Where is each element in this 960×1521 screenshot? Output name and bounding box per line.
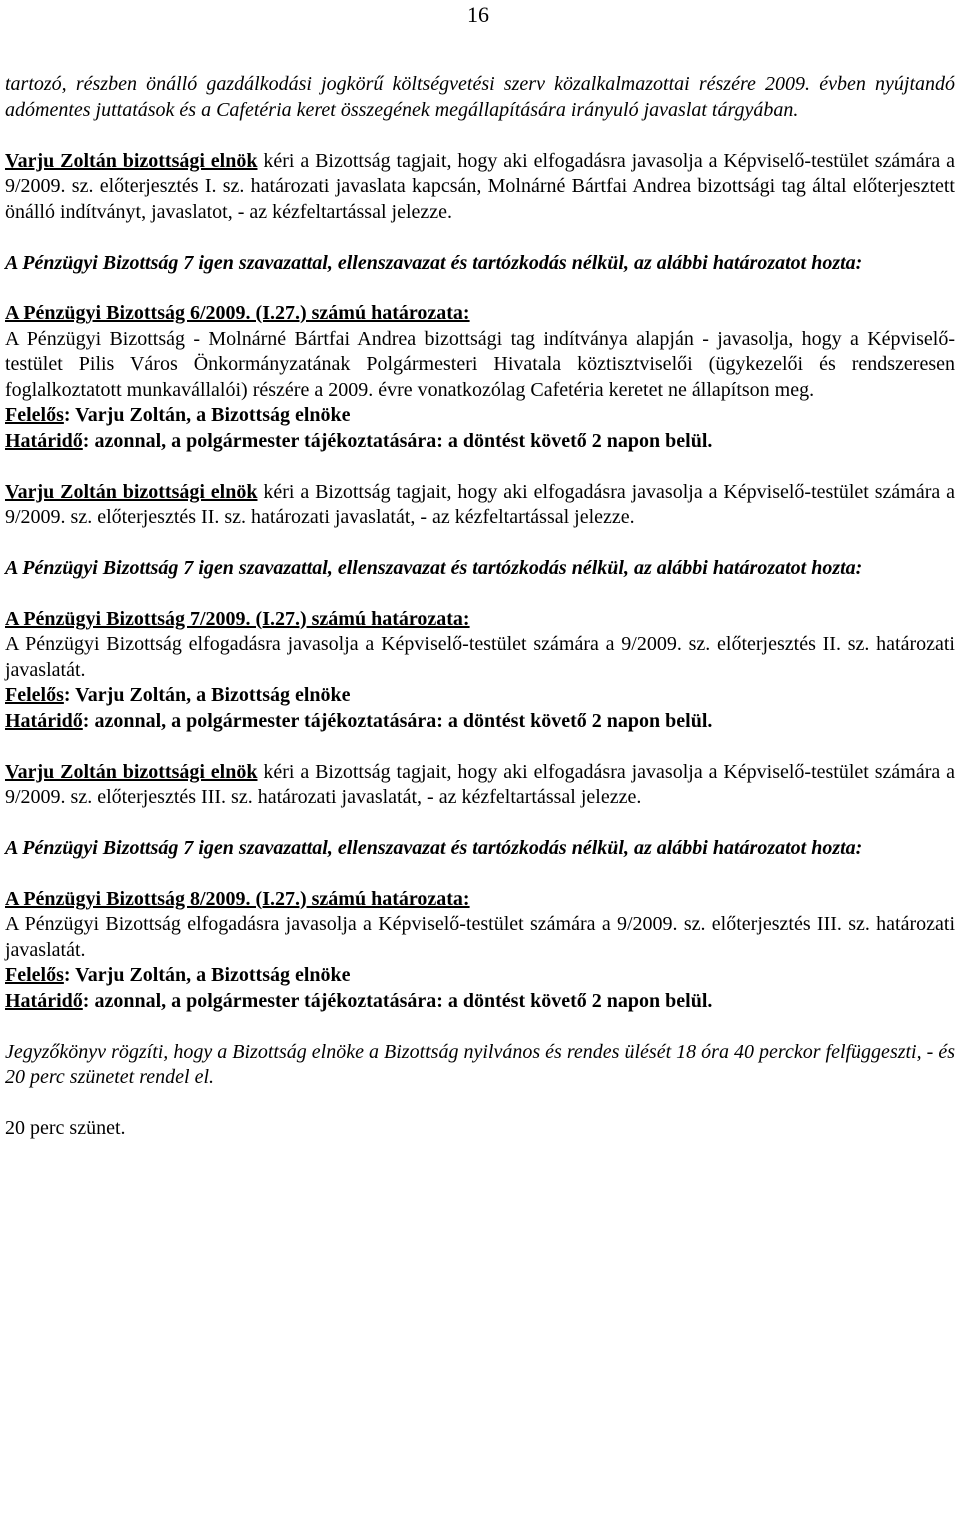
deadline-line	[5, 709, 955, 735]
resolution-title: A Pénzügyi Bizottság 6/2009. (I.27.) számú határozata:	[5, 302, 470, 324]
document-body	[5, 72, 955, 1142]
chair-request-paragraph	[5, 760, 955, 811]
vote-statement: A Pénzügyi Bizottság 7 igen szavazattal, ellenszavazat és tartózkodás nélkül, az alábbi határozatot hozta:	[5, 557, 863, 579]
vote-statement: A Pénzügyi Bizottság 7 igen szavazattal, ellenszavazat és tartózkodás nélkül, az alábbi határozatot hozta:	[5, 837, 863, 859]
deadline-value: : azonnal, a polgármester tájékoztatására: a döntést követő 2 napon belül.	[82, 989, 713, 1012]
responsible-line	[5, 403, 955, 429]
responsible-label: Felelős	[5, 964, 64, 986]
chair-request-text: kéri a Bizottság tagjait, hogy aki elfogadásra javasolja a Képviselő-testület számára a 9/2009. sz. előterjesztés III. sz. határozati javaslatát, - az kézfeltartással jelezze.	[5, 760, 955, 808]
vote-statement: A Pénzügyi Bizottság 7 igen szavazattal, ellenszavazat és tartózkodás nélkül, az alábbi határozatot hozta:	[5, 251, 863, 274]
chair-request-text: kéri a Bizottság tagjait, hogy aki elfogadásra javasolja a Képviselő-testület számára a 9/2009. sz. előterjesztés I. sz. határozati javaslata kapcsán, Molnárné Bártfai Andrea bizottsági tag által előterjesztett önálló indítványt, javaslatot, - az kézfeltartással jelezze.	[5, 149, 955, 223]
chair-request-paragraph	[5, 149, 955, 226]
resolution-title: A Pénzügyi Bizottság 8/2009. (I.27.) számú határozata:	[5, 887, 470, 910]
chair-name: Varju Zoltán bizottsági elnök	[5, 760, 258, 783]
responsible-label: Felelős	[5, 684, 64, 706]
responsible-value: : Varju Zoltán, a Bizottság elnöke	[63, 404, 351, 426]
chair-request-paragraph	[5, 480, 955, 531]
break-note: 20 perc szünet.	[5, 1117, 126, 1139]
deadline-value: : azonnal, a polgármester tájékoztatására: a döntést követő 2 napon belül.	[82, 429, 713, 452]
page-number: 16	[467, 2, 489, 27]
resolution-title: A Pénzügyi Bizottság 7/2009. (I.27.) számú határozata:	[5, 607, 470, 630]
responsible-value: : Varju Zoltán, a Bizottság elnöke	[63, 684, 351, 706]
deadline-label: Határidő	[5, 989, 83, 1012]
deadline-line	[5, 989, 955, 1015]
responsible-line	[5, 683, 955, 709]
resolution-block-6	[5, 149, 955, 455]
responsible-value: : Varju Zoltán, a Bizottság elnöke	[63, 964, 351, 986]
resolution-block-8	[5, 760, 955, 1015]
chair-request-text: kéri a Bizottság tagjait, hogy aki elfogadásra javasolja a Képviselő-testület számára a 9/2009. sz. előterjesztés II. sz. határozati javaslatát, - az kézfeltartással jelezze.	[5, 480, 955, 528]
resolution-text: A Pénzügyi Bizottság elfogadásra javasolja a Képviselő-testület számára a 9/2009. sz. előterjesztés III. sz. határozati javaslatát.	[5, 913, 955, 961]
chair-name: Varju Zoltán bizottsági elnök	[5, 149, 258, 172]
closing-note: Jegyzőkönyv rögzíti, hogy a Bizottság elnöke a Bizottság nyilvános és rendes ülését 18 óra 40 perckor felfüggeszti, - és 20 perc szünetet rendel el.	[5, 1040, 955, 1088]
deadline-label: Határidő	[5, 709, 83, 732]
chair-name: Varju Zoltán bizottsági elnök	[5, 480, 258, 503]
deadline-line	[5, 429, 955, 455]
intro-paragraph: tartozó, részben önálló gazdálkodási jogkörű költségvetési szerv közalkalmazottai részére 2009. évben nyújtandó adómentes juttatások és a Cafetéria keret összegének megállapítására irányuló javaslat tárgyában.	[5, 73, 955, 121]
responsible-label: Felelős	[5, 404, 64, 426]
deadline-value: : azonnal, a polgármester tájékoztatására: a döntést követő 2 napon belül.	[82, 709, 713, 732]
deadline-label: Határidő	[5, 429, 83, 452]
resolution-text: A Pénzügyi Bizottság - Molnárné Bártfai Andrea bizottsági tag indítványa alapján - javasolja, hogy a Képviselő-testület Pilis Város Önkormányzatának Polgármesteri Hivatala köztisztviselői (ügykezelői és rendszeresen foglalkoztatott munkavállalói) részére a 2009. évre vonatkozólag Cafetéria keretet ne állapítson meg.	[5, 327, 955, 401]
resolution-block-7	[5, 480, 955, 735]
resolution-text: A Pénzügyi Bizottság elfogadásra javasolja a Képviselő-testület számára a 9/2009. sz. előterjesztés II. sz. határozati javaslatát.	[5, 633, 955, 681]
responsible-line	[5, 963, 955, 989]
